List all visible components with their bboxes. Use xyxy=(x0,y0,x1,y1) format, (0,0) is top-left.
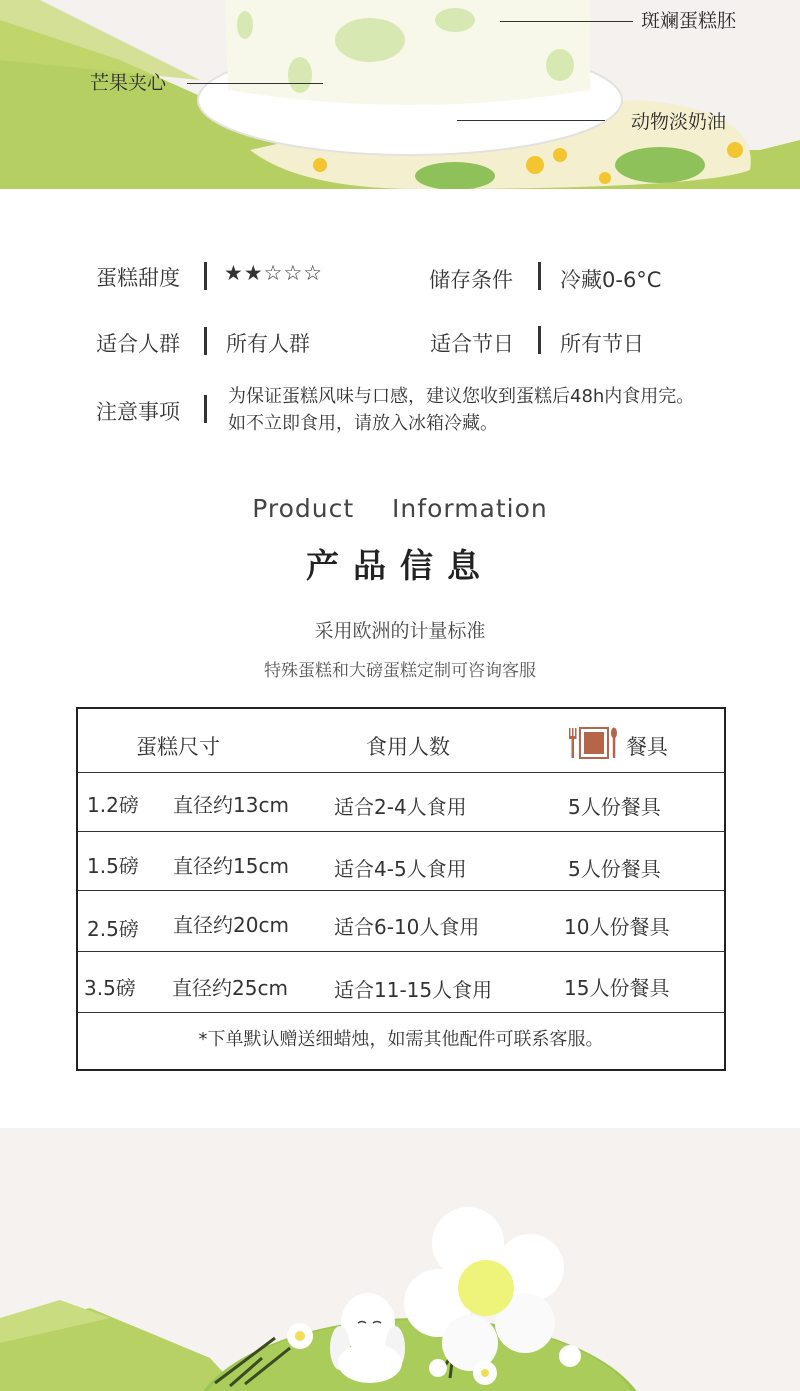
table-row xyxy=(78,832,724,891)
header-size: 蛋糕尺寸 xyxy=(136,735,220,759)
cutlery-plate-icon xyxy=(566,726,620,760)
sweetness-label: 蛋糕甜度 xyxy=(96,266,180,290)
row-weight: 1.2磅 xyxy=(87,793,139,817)
row-servings: 适合6-10人食用 xyxy=(334,915,480,939)
row-diameter: 直径约13cm xyxy=(173,793,289,817)
row-tableware: 10人份餐具 xyxy=(564,915,670,939)
row-tableware: 5人份餐具 xyxy=(568,795,661,819)
row-tableware: 5人份餐具 xyxy=(568,857,661,881)
measurement-standard-text: 采用欧洲的计量标准 xyxy=(314,620,486,642)
occasion-label: 适合节日 xyxy=(430,332,514,356)
row-tableware: 15人份餐具 xyxy=(564,976,670,1000)
occasion-divider xyxy=(538,326,541,354)
row-servings: 适合11-15人食用 xyxy=(334,978,493,1002)
storage-value: 冷藏0-6°C xyxy=(560,268,662,292)
cream-callout-line xyxy=(457,120,605,121)
row-weight: 1.5磅 xyxy=(87,854,139,878)
row-weight: 2.5磅 xyxy=(87,917,139,941)
storage-label: 储存条件 xyxy=(429,268,513,292)
row-weight: 3.5磅 xyxy=(84,976,136,1000)
table-row xyxy=(78,952,724,1013)
notice-divider xyxy=(204,395,207,423)
notice-label: 注意事项 xyxy=(96,400,180,424)
candle-footnote: *下单默认赠送细蜡烛，如需其他配件可联系客服。 xyxy=(198,1029,604,1050)
table-header-row xyxy=(78,709,724,773)
top-cake-photo xyxy=(0,0,800,189)
table-row xyxy=(78,891,724,952)
storage-divider xyxy=(538,262,541,290)
product-info-title-cn: 产品信息 xyxy=(306,546,494,585)
cream-callout: 动物淡奶油 xyxy=(631,111,727,133)
sponge-callout: 斑斓蛋糕胚 xyxy=(641,10,737,32)
notice-line-1: 为保证蛋糕风味与口感，建议您收到蛋糕后48h内食用完。 xyxy=(228,386,695,407)
row-servings: 适合4-5人食用 xyxy=(334,857,467,881)
row-diameter: 直径约15cm xyxy=(173,854,289,878)
sweetness-rating: ★★☆☆☆ xyxy=(224,261,324,285)
table-row xyxy=(78,773,724,832)
audience-label: 适合人群 xyxy=(96,332,180,356)
header-servings: 食用人数 xyxy=(366,735,450,759)
product-info-title-en: Product Information xyxy=(252,494,548,523)
filling-callout-line xyxy=(187,83,323,84)
audience-value: 所有人群 xyxy=(226,332,310,356)
row-servings: 适合2-4人食用 xyxy=(334,795,467,819)
notice-line-2: 如不立即食用，请放入冰箱冷藏。 xyxy=(228,413,498,434)
header-tableware: 餐具 xyxy=(626,735,668,759)
cake-top-illustration xyxy=(0,1128,800,1391)
row-diameter: 直径约25cm xyxy=(172,976,288,1000)
size-table xyxy=(76,707,726,1071)
bottom-cake-photo xyxy=(0,1128,800,1391)
sponge-callout-line xyxy=(500,21,633,22)
audience-divider xyxy=(204,327,207,355)
row-diameter: 直径约20cm xyxy=(173,913,289,937)
sweetness-divider xyxy=(204,262,207,290)
custom-order-text: 特殊蛋糕和大磅蛋糕定制可咨询客服 xyxy=(264,661,536,681)
occasion-value: 所有节日 xyxy=(560,332,644,356)
filling-callout: 芒果夹心 xyxy=(90,72,167,94)
notice-text xyxy=(228,383,748,437)
